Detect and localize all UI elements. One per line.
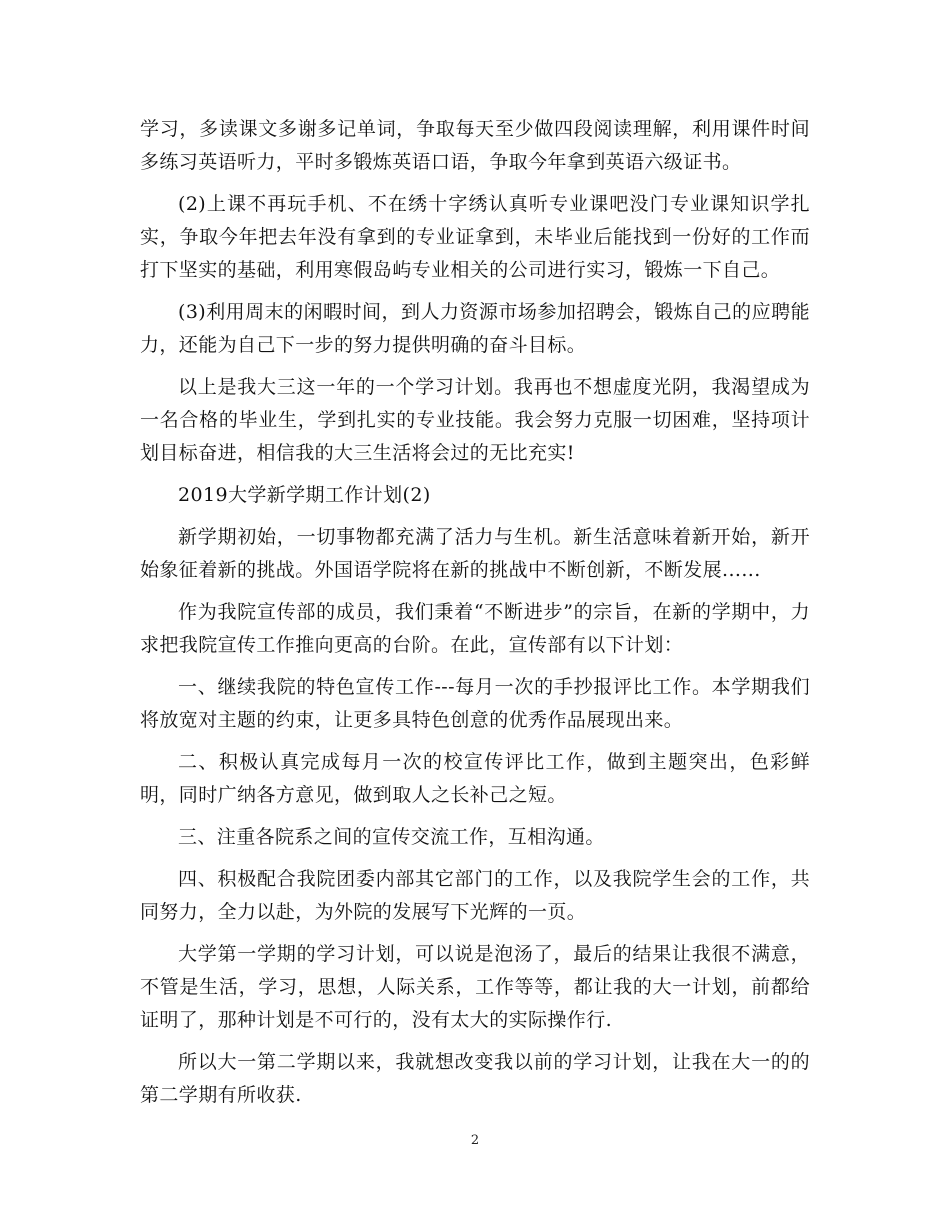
document-body [140,113,810,1112]
paragraph-11: 四、积极配合我院团委内部其它部门的工作，以及我院学生会的工作，共同努力，全力以赴，为外院的发展写下光辉的一页。 [140,868,810,923]
paragraph-9: 二、积极认真完成每月一次的校宣传评比工作，做到主题突出，色彩鲜明，同时广纳各方意见，做到取人之长补己之短。 [140,751,810,806]
paragraph-7: 作为我院宣传部的成员，我们秉着“不断进步”的宗旨，在新的学期中，力求把我院宣传工作推向更高的台阶。在此，宣传部有以下计划： [140,601,810,656]
paragraph-12: 大学第一学期的学习计划，可以说是泡汤了，最后的结果让我很不满意，不管是生活，学习，思想，人际关系，工作等等，都让我的大一计划，前都给证明了，那种计划是不可行的，没有太大的实际操作行. [140,943,810,1031]
paragraph-13: 所以大一第二学期以来，我就想改变我以前的学习计划，让我在大一的的第二学期有所收获. [140,1051,810,1106]
paragraph-3: (3)利用周末的闲暇时间，到人力资源市场参加招聘会，锻炼自己的应聘能力，还能为自己下一步的努力提供明确的奋斗目标。 [140,301,810,356]
paragraph-8: 一、继续我院的特色宣传工作---每月一次的手抄报评比工作。本学期我们将放宽对主题的约束，让更多具特色创意的优秀作品展现出来。 [140,676,810,731]
paragraph-2: (2)上课不再玩手机、不在绣十字绣认真听专业课吧没门专业课知识学扎实，争取今年把去年没有拿到的专业证拿到，未毕业后能找到一份好的工作而打下坚实的基础，利用寒假岛屿专业相关的公司进行实习，锻炼一下自己。 [140,193,810,281]
paragraph-1: 学习，多读课文多谢多记单词，争取每天至少做四段阅读理解，利用课件时间多练习英语听力，平时多锻炼英语口语，争取今年拿到英语六级证书。 [140,118,810,173]
paragraph-6: 新学期初始，一切事物都充满了活力与生机。新生活意味着新开始，新开始象征着新的挑战。外国语学院将在新的挑战中不断创新，不断发展...... [140,526,810,581]
section-heading: 2019大学新学期工作计划(2) [178,484,431,506]
paragraph-4: 以上是我大三这一年的一个学习计划。我再也不想虚度光阴，我渴望成为一名合格的毕业生，学到扎实的专业技能。我会努力克服一切困难，坚持项计划目标奋进，相信我的大三生活将会过的无比充实! [140,376,810,464]
page-number: 2 [470,1133,480,1148]
paragraph-10: 三、注重各院系之间的宣传交流工作，互相沟通。 [178,826,605,848]
